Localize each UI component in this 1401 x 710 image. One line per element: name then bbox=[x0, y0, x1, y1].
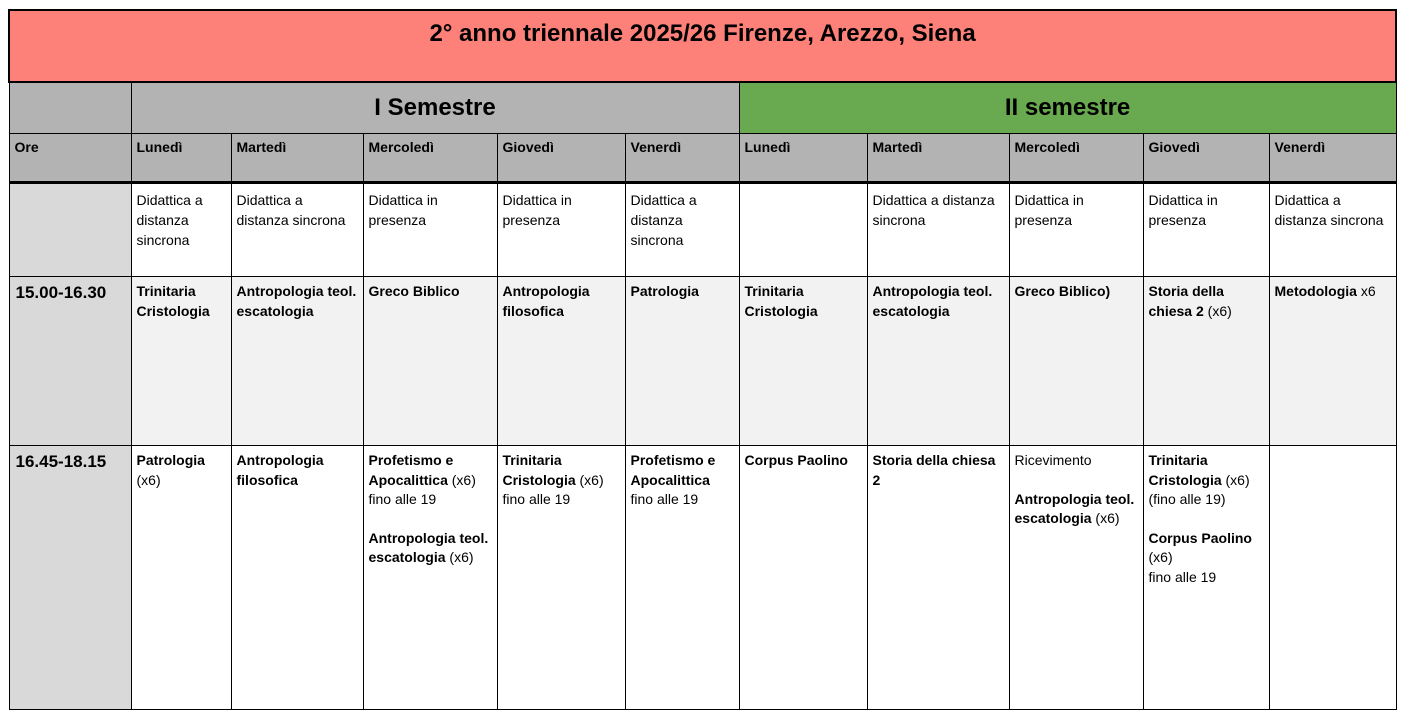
day-header-s1-3: Giovedì bbox=[497, 134, 625, 183]
course-cell bbox=[131, 446, 231, 710]
course-frequency: (x6) bbox=[1221, 471, 1250, 488]
course-note: fino alle 19 bbox=[502, 491, 571, 507]
course-name: Patrologia bbox=[136, 452, 205, 468]
course-cell bbox=[1269, 446, 1396, 710]
course-name: Metodologia bbox=[1274, 283, 1357, 299]
course-frequency: (x6) bbox=[136, 471, 161, 488]
course-cell bbox=[497, 277, 625, 446]
course-frequency: x6 bbox=[1356, 283, 1376, 299]
semester-1-header: I Semestre bbox=[131, 82, 739, 134]
course-cell bbox=[131, 277, 231, 446]
course-cell bbox=[363, 446, 497, 710]
course-frequency: (x6) bbox=[445, 549, 474, 565]
course-note: Ricevimento bbox=[1014, 452, 1092, 468]
semester-corner bbox=[9, 82, 131, 134]
course-note: fino alle 19 bbox=[1148, 568, 1217, 585]
course-name: Antropologia filosofica bbox=[236, 452, 324, 488]
course-name: Antropologia teol. escatologia bbox=[1014, 490, 1135, 526]
course-name: Trinitaria Cristologia bbox=[1148, 452, 1222, 488]
teaching-mode-cell: Didattica a distanza sincrona bbox=[231, 183, 363, 277]
course-name: Storia della chiesa 2 bbox=[1148, 283, 1224, 319]
course-cell bbox=[1269, 277, 1396, 446]
course-name: Trinitaria Cristologia bbox=[136, 283, 210, 319]
course-name: Patrologia bbox=[630, 283, 699, 299]
course-name: Trinitaria Cristologia bbox=[744, 283, 818, 319]
page-title: 2° anno triennale 2025/26 Firenze, Arezzo, Siena bbox=[9, 10, 1396, 82]
course-cell bbox=[1009, 277, 1143, 446]
course-cell bbox=[231, 446, 363, 710]
course-name: Antropologia filosofica bbox=[502, 283, 590, 319]
course-cell bbox=[739, 277, 867, 446]
teaching-mode-cell: Didattica in presenza bbox=[497, 183, 625, 277]
course-cell bbox=[867, 446, 1009, 710]
ore-header: Ore bbox=[9, 134, 131, 183]
course-frequency: (x6) bbox=[575, 471, 604, 488]
teaching-mode-cell: Didattica in presenza bbox=[1009, 183, 1143, 277]
course-name: Greco Biblico bbox=[368, 283, 460, 299]
course-name: Corpus Paolino bbox=[1148, 529, 1252, 546]
course-cell bbox=[739, 446, 867, 710]
time-slot-label: 15.00-16.30 bbox=[9, 277, 131, 446]
day-header-s2-2: Mercoledì bbox=[1009, 134, 1143, 183]
course-name: Profetismo e Apocalittica bbox=[368, 452, 454, 488]
course-cell bbox=[363, 277, 497, 446]
teaching-mode-cell: Didattica a distanza sincrona bbox=[1269, 183, 1396, 277]
course-name: Profetismo e Apocalittica bbox=[630, 452, 716, 488]
teaching-mode-cell: Didattica in presenza bbox=[1143, 183, 1269, 277]
day-header-s2-4: Venerdì bbox=[1269, 134, 1396, 183]
course-cell bbox=[867, 277, 1009, 446]
course-note: fino alle 19 bbox=[630, 491, 699, 507]
teaching-mode-cell: Didattica a distanza sincrona bbox=[131, 183, 231, 277]
course-cell bbox=[1143, 277, 1269, 446]
teaching-mode-cell: Didattica a distanza sincrona bbox=[625, 183, 739, 277]
course-name: Trinitaria Cristologia bbox=[502, 452, 576, 488]
course-frequency: (x6) bbox=[1203, 302, 1232, 319]
day-header-s1-2: Mercoledì bbox=[363, 134, 497, 183]
course-name: Greco Biblico) bbox=[1014, 283, 1111, 299]
teaching-mode-cell: Didattica in presenza bbox=[363, 183, 497, 277]
course-cell bbox=[497, 446, 625, 710]
time-slot-label: 16.45-18.15 bbox=[9, 446, 131, 710]
day-header-s1-0: Lunedì bbox=[131, 134, 231, 183]
teaching-mode-cell bbox=[739, 183, 867, 277]
course-name: Antropologia teol. escatologia bbox=[236, 283, 357, 319]
course-name: Corpus Paolino bbox=[744, 452, 848, 468]
schedule-table bbox=[8, 9, 1397, 710]
day-header-s2-3: Giovedì bbox=[1143, 134, 1269, 183]
course-cell bbox=[231, 277, 363, 446]
day-header-s1-1: Martedì bbox=[231, 134, 363, 183]
mode-row-label bbox=[9, 183, 131, 277]
semester-2-header: II semestre bbox=[739, 82, 1396, 134]
course-frequency: (x6) bbox=[447, 471, 476, 488]
day-header-s1-4: Venerdì bbox=[625, 134, 739, 183]
course-cell bbox=[1143, 446, 1269, 710]
course-cell bbox=[625, 446, 739, 710]
course-frequency: (x6) bbox=[1091, 510, 1120, 526]
course-name: Antropologia teol. escatologia bbox=[368, 529, 489, 565]
course-cell bbox=[1009, 446, 1143, 710]
day-header-s2-0: Lunedì bbox=[739, 134, 867, 183]
course-name: Antropologia teol. escatologia bbox=[872, 283, 993, 319]
day-header-s2-1: Martedì bbox=[867, 134, 1009, 183]
course-name: Storia della chiesa 2 bbox=[872, 452, 996, 488]
course-note: fino alle 19 bbox=[368, 491, 437, 507]
course-note: (fino alle 19) bbox=[1148, 491, 1226, 507]
teaching-mode-cell: Didattica a distanza sincrona bbox=[867, 183, 1009, 277]
course-frequency: (x6) bbox=[1148, 549, 1173, 565]
course-cell bbox=[625, 277, 739, 446]
